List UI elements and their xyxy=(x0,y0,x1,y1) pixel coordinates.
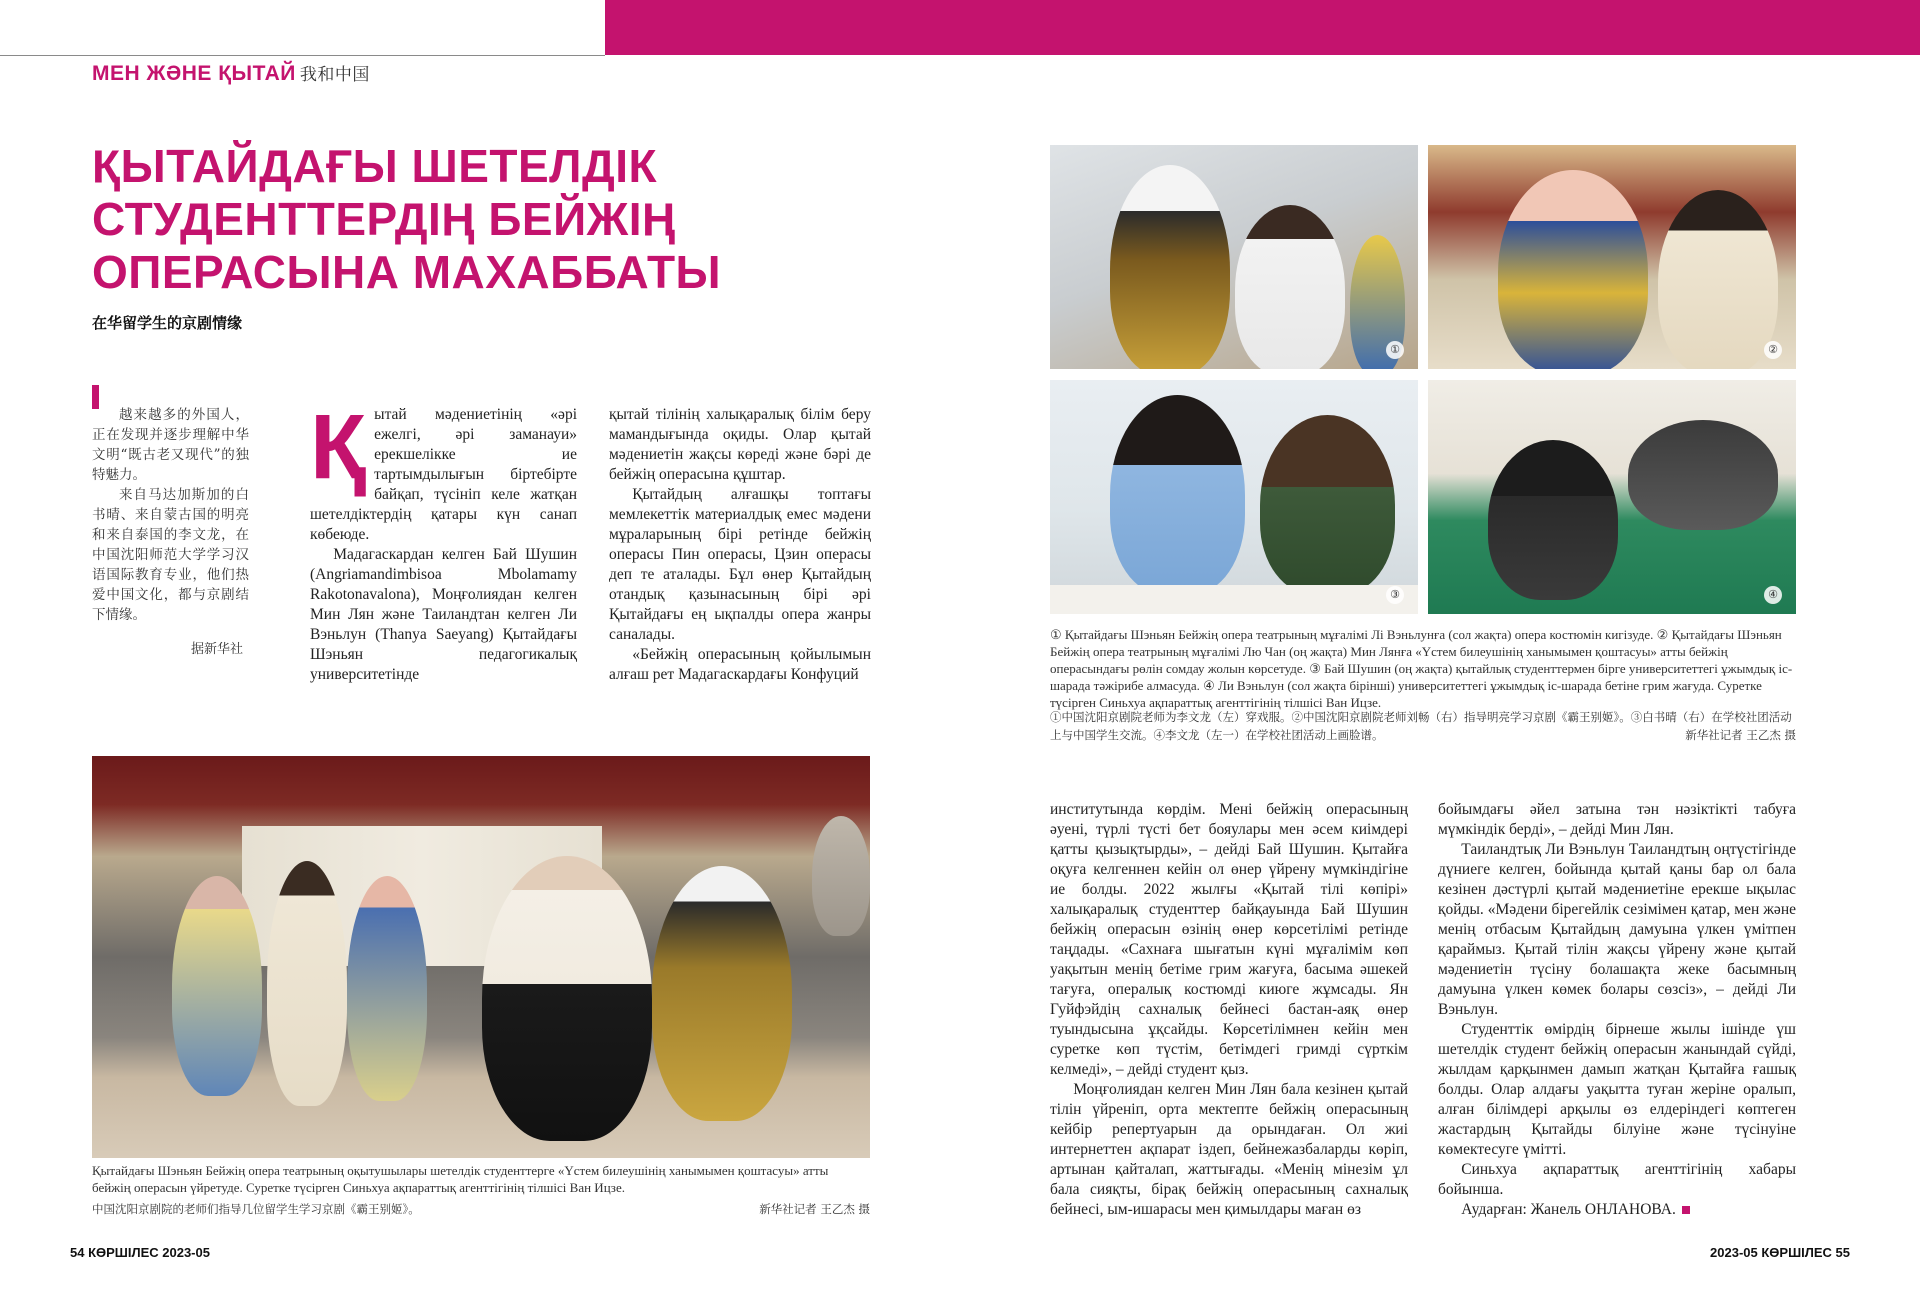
body-paragraph: Синьхуа ақпараттық агенттігінің хабары бойынша. xyxy=(1438,1161,1796,1198)
performer-figure xyxy=(1110,165,1230,369)
footer-right: 2023-05 КӨРШІЛЕС 55 xyxy=(1710,1245,1850,1260)
footer-left: 54 КӨРШІЛЕС 2023-05 xyxy=(70,1245,210,1260)
end-mark xyxy=(1682,1206,1690,1214)
performer-figure xyxy=(652,866,792,1121)
student-figure xyxy=(1488,440,1618,600)
photo-number: ④ xyxy=(1764,586,1782,604)
photo-grid-caption: ① Қытайдағы Шэньян Бейжің опера театрының мұғалімі Лі Вэньлунға (сол жақта) опера костюмін кигізуде. ② Қытайдағы Шэньян Бейжің опера театрының мұғалімі Лю Чан (оң жақта) Мин Лянға «Үстем билеушінің ханымымен қоштасуы» атты бейжің операсындағы рөлін сомдау жолын көрсетуде. ③ Бай Шушин (оң жақта) қытайлық студенттермен бірге университеттегі ұжымдық іс-шарада тәжірибе алмасуда. ④ Ли Вэньлун (сол жақта бірінші) университеттегі ұжымдық іс-шарада бетіне грим жағуда. Суретке түсірген Синьхуа ақпараттық агенттігінің тілшісі Ван Ицзе. xyxy=(1050,627,1793,710)
body-paragraph: институтында көрдім. Мені бейжің операсының әуені, түрлі түсті бет бояулары мен әсем киімдері қатты қызықтырды», – дейді Бай Шушин. Қытайға оқуға келгеннен кейін ол өнер үйрену мүмкіндігіне ие болды. 2022 жылғы «Қытай тілі көпірі» халықаралық студенттер байқауында Бай Шушин бейжің операсын өзінің өнер көрсетілімі ретінде таңдады. «Сахнаға шығатын күні мұғалімім көп уақытын менің бетіме грим жағуға, басыма әшекей тағуға, опералық костюмді киюге жұмсады. Ян Гуйфэйдің сахналық бейнесі бастан-аяқ өнер туындысына ұқсайды. Көрсетілімнен кейін мен суретке көп түстім, бетімдегі гримді сүрткім келмеді», – дейді студент қыз. xyxy=(1050,801,1408,1078)
photo-1 xyxy=(1050,145,1418,369)
performer-figure xyxy=(1498,170,1648,369)
chinese-intro xyxy=(92,405,249,625)
section-label-cn: 我和中国 xyxy=(299,65,370,84)
bust-statue xyxy=(812,816,870,936)
translator-credit: Аударған: Жанель ОНЛАНОВА. xyxy=(1461,1201,1676,1218)
article-subtitle: 在华留学生的京剧情缘 xyxy=(92,314,243,332)
teacher-figure xyxy=(482,856,652,1141)
photo-4 xyxy=(1428,380,1796,614)
header-color-band xyxy=(605,0,1920,55)
chinese-intro-credit: 据新华社 xyxy=(190,642,243,657)
body-paragraph: Қытайдың алғашқы топтағы мемлекеттік материалдық емес мәдени мұраларының бірі ретінде бейжің операсы Пин операсы, Цзин операсы деп те аталады. Бұл өнер Қытайдың отандық қазынасының бірі әрі Қытайдағы ең ықпалды опера жанры саналады. xyxy=(609,486,871,643)
photo-3 xyxy=(1050,380,1418,614)
performer-figure xyxy=(172,876,262,1096)
chinese-intro-paragraph: 越来越多的外国人，正在发现并逐步理解中华文明“既古老又现代”的独特魅力。 xyxy=(92,407,249,483)
main-photo xyxy=(92,756,870,1158)
photo-credit: 新华社记者 王乙杰 摄 xyxy=(1685,728,1796,742)
student-figure xyxy=(1260,415,1395,595)
main-photo-caption-cn xyxy=(92,1200,870,1218)
performer-figure xyxy=(347,876,427,1101)
translator-line xyxy=(1438,1200,1796,1220)
caption-cn-text: 中国沈阳京剧院的老师们指导几位留学生学习京剧《霸王别姬》。 xyxy=(92,1202,420,1216)
main-photo-caption: Қытайдағы Шэньян Бейжің опера театрының оқытушылары шетелдік студенттерге «Үстем билеушінің ханымымен қоштасуы» атты бейжің операсын үйретуде. Суретке түсірген Синьхуа ақпараттық агенттігінің тілшісі Ван Ицзе. xyxy=(92,1163,829,1195)
body-paragraph: Мадагаскардан келген Бай Шушин (Angriamandimbisoa Mbolamamy Rakotonavalona), Моңғолиядан келген Мин Лян және Таиландтан келген Ли Вэньлун (Thanya Saeyang) Қытайдағы Шэньян педагогикалық университетінде xyxy=(310,546,577,683)
teacher-figure xyxy=(1658,190,1778,369)
article-title: ҚЫТАЙДАҒЫ ШЕТЕЛДІК СТУДЕНТТЕРДІҢ БЕЙЖІҢ ОПЕРАСЫНА МАХАББАТЫ xyxy=(92,140,722,298)
group-figures xyxy=(1628,420,1778,530)
body-paragraph: бойымдағы әйел затына тән нәзіктікті табуға мүмкіндік берді», – дейді Мин Лян. xyxy=(1438,801,1796,838)
body-paragraph: қытай тілінің халықаралық білім беру мамандығында оқиды. Олар қытай мәдениетін жақсы көреді және бәрі де бейжің операсына құштар. xyxy=(609,406,871,483)
drop-cap: Қ xyxy=(310,396,367,498)
teacher-figure xyxy=(1235,205,1345,369)
body-paragraph: ытай мәдениетінің «әрі ежелгі, әрі заманауи» ерекшелікке ие тартымдылығын біртебірте байқап, түсініп келе жатқан шетелдіктердің қатары күн санап көбеюде. xyxy=(310,406,577,543)
header-rule xyxy=(0,55,605,56)
body-paragraph: Студенттік өмірдің бірнеше жылы ішінде үш шетелдік студент бейжің операсын жанындай сүйді, жылдам қарқынмен дамып жатқан Қытайға ғашық болды. Олар алдағы уақытта туған жеріне оралып, алған білімдері арқылы өз елдеріндегі көптеген жастардың Қытайды білуіне және түсінуіне көмектесуге үмітті. xyxy=(1438,1021,1796,1158)
text-column-2 xyxy=(609,405,871,685)
student-figure xyxy=(1110,395,1245,595)
teacher-figure xyxy=(267,861,347,1106)
table-surface xyxy=(1050,585,1418,614)
photo-grid-caption-cn xyxy=(1050,708,1796,744)
body-paragraph: Моңғолиядан келген Мин Лян бала кезінен қытай тілін үйреніп, орта мектепте бейжің операсының кейбір репертуарын да орындаған. Ол жиі интернеттен ақпарат іздеп, бейнежазбаларды көріп, артынан қайталап, жаттығады. «Менің мінезім ұл бала сияқты, бірақ бейжің операсының сахналық бейнесі, ым-ишарасы мен қимылдары маған өз xyxy=(1050,1081,1408,1218)
chinese-intro-paragraph: 来自马达加斯加的白书晴、来自蒙古国的明亮和来自泰国的李文龙，在中国沈阳师范大学学习汉语国际教育专业，他们热爱中国文化，都与京剧结下情缘。 xyxy=(92,487,249,623)
text-column-4 xyxy=(1438,800,1796,1220)
section-label xyxy=(92,60,370,86)
text-column-1 xyxy=(310,396,577,685)
photo-2 xyxy=(1428,145,1796,369)
photo-number: ③ xyxy=(1386,586,1404,604)
body-paragraph: Таиландтық Ли Вэньлун Таиландтың оңтүстігінде дүниеге келген, бойында қытай қаны бар ол бала кезінен дәстүрлі қытай мәдениетіне ерекше ықылас қойды. «Мәдени бірегейлік сезімімен қатар, мен және менің отбасым Қытайдың дамуына үлкен үмітпен қараймыз. Қытай тілін жақсы үйрену және қытай мәдениетін түсіну болашақта жеке басымның дамуына үлкен көмек болары сөзсіз», – дейді Ли Вэньлун. xyxy=(1438,841,1796,1018)
photo-number: ① xyxy=(1386,341,1404,359)
photo-credit: 新华社记者 王乙杰 摄 xyxy=(759,1202,870,1216)
body-paragraph: «Бейжің операсының қойылымын алғаш рет Мадагаскардағы Конфуций xyxy=(609,646,871,683)
section-label-kk: МЕН ЖӘНЕ ҚЫТАЙ xyxy=(92,62,296,85)
caption-cn-text: ①中国沈阳京剧院老师为李文龙（左）穿戏服。②中国沈阳京剧院老师刘畅（右）指导明亮学习京剧《霸王别姬》。③白书晴（右）在学校社团活动上与中国学生交流。④李文龙（左一）在学校社团活动上画脸谱。 xyxy=(1050,710,1792,742)
text-column-3 xyxy=(1050,800,1408,1220)
photo-number: ② xyxy=(1764,341,1782,359)
